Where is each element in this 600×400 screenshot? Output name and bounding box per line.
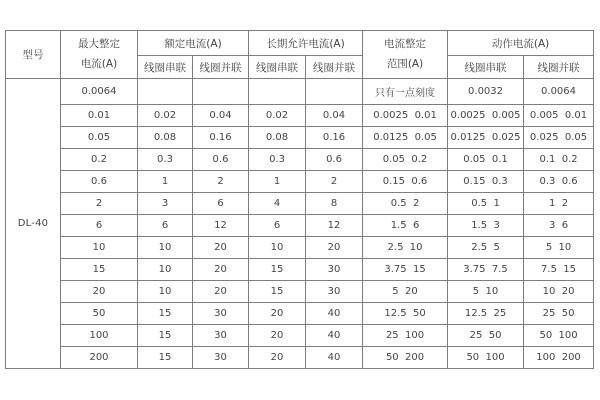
cell-op-coil-parallel: 0.1 0.2 (524, 149, 594, 171)
cell-op-coil-parallel: 0.005 0.01 (524, 105, 594, 127)
relay-spec-table (5, 30, 594, 369)
cell-op-coil-parallel: 25 50 (524, 303, 594, 325)
cell-rated-coil-series: 0.02 (138, 105, 193, 127)
header-model: 型号 (6, 31, 61, 79)
cell-long-coil-series: 6 (249, 215, 306, 237)
cell-max-setting-current: 15 (61, 259, 138, 281)
cell-long-coil-series: 10 (249, 237, 306, 259)
cell-setting-range: 0.5 2 (363, 193, 448, 215)
cell-rated-coil-parallel: 12 (193, 215, 249, 237)
cell-long-coil-parallel: 8 (306, 193, 363, 215)
cell-long-coil-series: 0.02 (249, 105, 306, 127)
cell-setting-range: 3.75 15 (363, 259, 448, 281)
cell-op-coil-series: 1.5 3 (448, 215, 524, 237)
cell-rated-coil-parallel: 0.16 (193, 127, 249, 149)
cell-max-setting-current: 0.2 (61, 149, 138, 171)
cell-long-coil-parallel (306, 79, 363, 105)
cell-op-coil-parallel: 0.025 0.05 (524, 127, 594, 149)
cell-max-setting-current: 20 (61, 281, 138, 303)
cell-setting-range: 0.0025 0.01 (363, 105, 448, 127)
cell-setting-range: 0.05 0.2 (363, 149, 448, 171)
cell-max-setting-current: 10 (61, 237, 138, 259)
table-row (6, 79, 594, 105)
cell-max-setting-current: 0.0064 (61, 79, 138, 105)
subheader-op-coil-series: 线圈串联 (448, 56, 524, 79)
cell-rated-coil-series: 0.08 (138, 127, 193, 149)
cell-op-coil-series: 0.5 1 (448, 193, 524, 215)
table-header (6, 31, 594, 79)
cell-rated-coil-series: 0.3 (138, 149, 193, 171)
cell-long-coil-parallel: 40 (306, 325, 363, 347)
cell-op-coil-parallel: 7.5 15 (524, 259, 594, 281)
cell-rated-coil-series: 15 (138, 303, 193, 325)
subheader-rated-coil-parallel: 线圈并联 (193, 56, 249, 79)
cell-long-coil-parallel: 30 (306, 259, 363, 281)
cell-max-setting-current: 2 (61, 193, 138, 215)
header-operating-current: 动作电流(A) (448, 31, 594, 56)
cell-long-coil-series: 20 (249, 325, 306, 347)
cell-long-coil-parallel: 30 (306, 281, 363, 303)
cell-op-coil-series: 50 100 (448, 347, 524, 369)
cell-long-coil-parallel: 0.6 (306, 149, 363, 171)
cell-op-coil-parallel: 1 2 (524, 193, 594, 215)
table-row (6, 127, 594, 149)
cell-setting-range: 2.5 10 (363, 237, 448, 259)
cell-long-coil-series (249, 79, 306, 105)
cell-op-coil-parallel: 3 6 (524, 215, 594, 237)
cell-setting-range: 50 200 (363, 347, 448, 369)
cell-op-coil-parallel: 10 20 (524, 281, 594, 303)
cell-max-setting-current: 0.05 (61, 127, 138, 149)
cell-rated-coil-parallel: 30 (193, 325, 249, 347)
cell-long-coil-series: 15 (249, 259, 306, 281)
cell-op-coil-parallel: 0.0064 (524, 79, 594, 105)
cell-op-coil-series: 3.75 7.5 (448, 259, 524, 281)
table-row (6, 193, 594, 215)
cell-max-setting-current: 6 (61, 215, 138, 237)
cell-rated-coil-series: 15 (138, 347, 193, 369)
cell-setting-range: 25 100 (363, 325, 448, 347)
subheader-op-coil-parallel: 线圈并联 (524, 56, 594, 79)
cell-setting-range: 1.5 6 (363, 215, 448, 237)
cell-long-coil-parallel: 0.16 (306, 127, 363, 149)
cell-setting-range: 0.15 0.6 (363, 171, 448, 193)
cell-op-coil-series: 0.05 0.1 (448, 149, 524, 171)
cell-long-coil-series: 4 (249, 193, 306, 215)
header-setting-range-line2: 范围(A) (386, 57, 424, 70)
cell-rated-coil-parallel: 30 (193, 303, 249, 325)
table-row (6, 303, 594, 325)
cell-rated-coil-parallel: 20 (193, 281, 249, 303)
cell-rated-coil-series (138, 79, 193, 105)
cell-op-coil-series: 0.0125 0.025 (448, 127, 524, 149)
cell-rated-coil-series: 6 (138, 215, 193, 237)
cell-long-coil-parallel: 0.04 (306, 105, 363, 127)
header-setting-range (363, 31, 448, 79)
table-row (6, 105, 594, 127)
cell-op-coil-series: 5 10 (448, 281, 524, 303)
cell-long-coil-parallel: 12 (306, 215, 363, 237)
cell-setting-range: 0.0125 0.05 (363, 127, 448, 149)
cell-rated-coil-parallel: 20 (193, 259, 249, 281)
subheader-long-coil-series: 线圈串联 (249, 56, 306, 79)
cell-setting-range: 只有一点刻度 (363, 79, 448, 105)
header-setting-range-line1: 电流整定 (384, 37, 427, 50)
table-row (6, 259, 594, 281)
cell-op-coil-series: 0.0025 0.005 (448, 105, 524, 127)
model-value-cell: DL-40 (6, 79, 61, 369)
cell-op-coil-parallel: 50 100 (524, 325, 594, 347)
cell-op-coil-parallel: 5 10 (524, 237, 594, 259)
header-long-term-current: 长期允许电流(A) (249, 31, 363, 56)
cell-rated-coil-parallel: 30 (193, 347, 249, 369)
cell-long-coil-parallel: 40 (306, 303, 363, 325)
cell-op-coil-series: 25 50 (448, 325, 524, 347)
cell-max-setting-current: 50 (61, 303, 138, 325)
cell-setting-range: 5 20 (363, 281, 448, 303)
header-max-setting-current (61, 31, 138, 79)
cell-rated-coil-series: 3 (138, 193, 193, 215)
cell-long-coil-parallel: 40 (306, 347, 363, 369)
table-row (6, 281, 594, 303)
cell-long-coil-series: 15 (249, 281, 306, 303)
cell-op-coil-series: 0.15 0.3 (448, 171, 524, 193)
header-rated-current: 额定电流(A) (138, 31, 249, 56)
cell-rated-coil-series: 10 (138, 237, 193, 259)
table-row (6, 215, 594, 237)
cell-max-setting-current: 200 (61, 347, 138, 369)
table-row (6, 171, 594, 193)
cell-rated-coil-parallel: 0.6 (193, 149, 249, 171)
cell-long-coil-series: 0.08 (249, 127, 306, 149)
cell-op-coil-series: 12.5 25 (448, 303, 524, 325)
table-row (6, 237, 594, 259)
cell-rated-coil-series: 10 (138, 281, 193, 303)
cell-setting-range: 12.5 50 (363, 303, 448, 325)
cell-op-coil-parallel: 100 200 (524, 347, 594, 369)
cell-op-coil-series: 0.0032 (448, 79, 524, 105)
cell-max-setting-current: 0.01 (61, 105, 138, 127)
table-row (6, 149, 594, 171)
cell-rated-coil-parallel: 2 (193, 171, 249, 193)
cell-long-coil-series: 1 (249, 171, 306, 193)
cell-long-coil-parallel: 2 (306, 171, 363, 193)
cell-max-setting-current: 0.6 (61, 171, 138, 193)
cell-long-coil-parallel: 20 (306, 237, 363, 259)
cell-long-coil-series: 0.3 (249, 149, 306, 171)
cell-op-coil-series: 2.5 5 (448, 237, 524, 259)
subheader-rated-coil-series: 线圈串联 (138, 56, 193, 79)
cell-rated-coil-parallel: 20 (193, 237, 249, 259)
cell-rated-coil-series: 1 (138, 171, 193, 193)
cell-long-coil-series: 20 (249, 303, 306, 325)
cell-rated-coil-parallel: 0.04 (193, 105, 249, 127)
cell-rated-coil-series: 15 (138, 325, 193, 347)
table-body (6, 79, 594, 369)
header-max-setting-line2: 电流(A) (80, 57, 118, 70)
cell-rated-coil-series: 10 (138, 259, 193, 281)
subheader-long-coil-parallel: 线圈并联 (306, 56, 363, 79)
cell-long-coil-series: 20 (249, 347, 306, 369)
header-max-setting-line1: 最大整定 (78, 37, 120, 50)
cell-rated-coil-parallel (193, 79, 249, 105)
table-row (6, 325, 594, 347)
cell-max-setting-current: 100 (61, 325, 138, 347)
table-row (6, 347, 594, 369)
cell-op-coil-parallel: 0.3 0.6 (524, 171, 594, 193)
cell-rated-coil-parallel: 6 (193, 193, 249, 215)
